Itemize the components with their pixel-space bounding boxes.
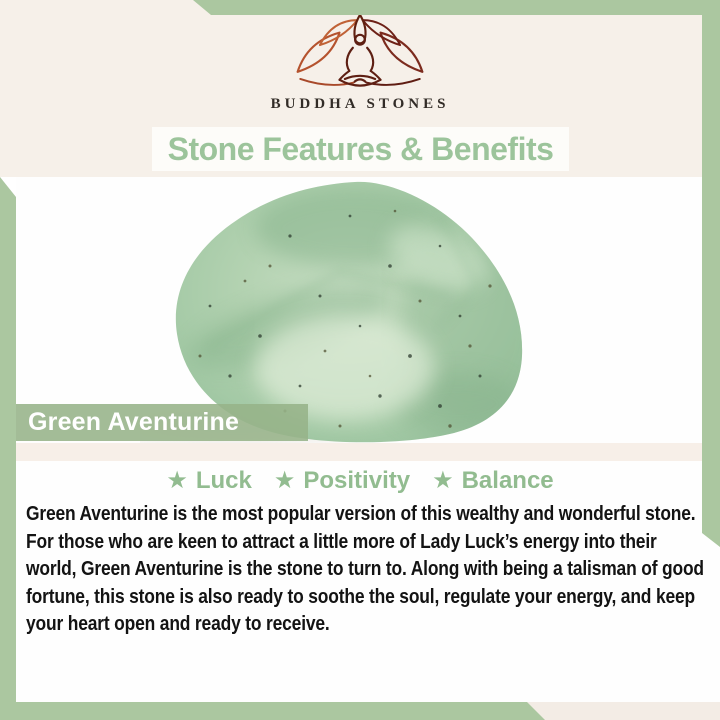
lotus-petal-left-outer	[298, 33, 340, 72]
stone-name-label: Green Aventurine	[28, 408, 240, 436]
star-icon: ★	[273, 467, 296, 494]
heading-band	[152, 127, 569, 171]
feature-positivity	[274, 466, 410, 496]
star-icon: ★	[166, 467, 188, 494]
feature-label: Balance	[461, 467, 554, 494]
buddha-stones-logo	[285, 13, 435, 95]
feature-balance	[432, 466, 554, 496]
feature-luck	[166, 466, 252, 496]
lotus-petal-right-outer	[381, 33, 423, 72]
feature-label: Luck	[195, 467, 252, 494]
page-title: Stone Features & Benefits	[167, 130, 554, 167]
star-icon: ★	[432, 467, 454, 494]
frame-left-strip	[0, 177, 16, 720]
brand-name: BUDDHA STONES	[270, 96, 450, 112]
feature-label: Positivity	[303, 467, 411, 494]
photo-separator-strip	[16, 443, 720, 461]
frame-bottom-strip	[0, 702, 545, 720]
frame-bottom-cream-strip	[0, 702, 720, 720]
stone-description: Green Aventurine is the most popular version of this wealthy and wonderful stone. For those who are keen to attract a little more of Lady Luck’s energy into their world, Green Aventurine is the stone to turn to. Along with being a talisman of good fortune, this stone is also ready to soothe the soul, regulate your energy, and keep your heart open and ready to receive.	[26, 502, 704, 635]
features-row	[0, 466, 720, 496]
stone-name-band	[16, 404, 308, 441]
